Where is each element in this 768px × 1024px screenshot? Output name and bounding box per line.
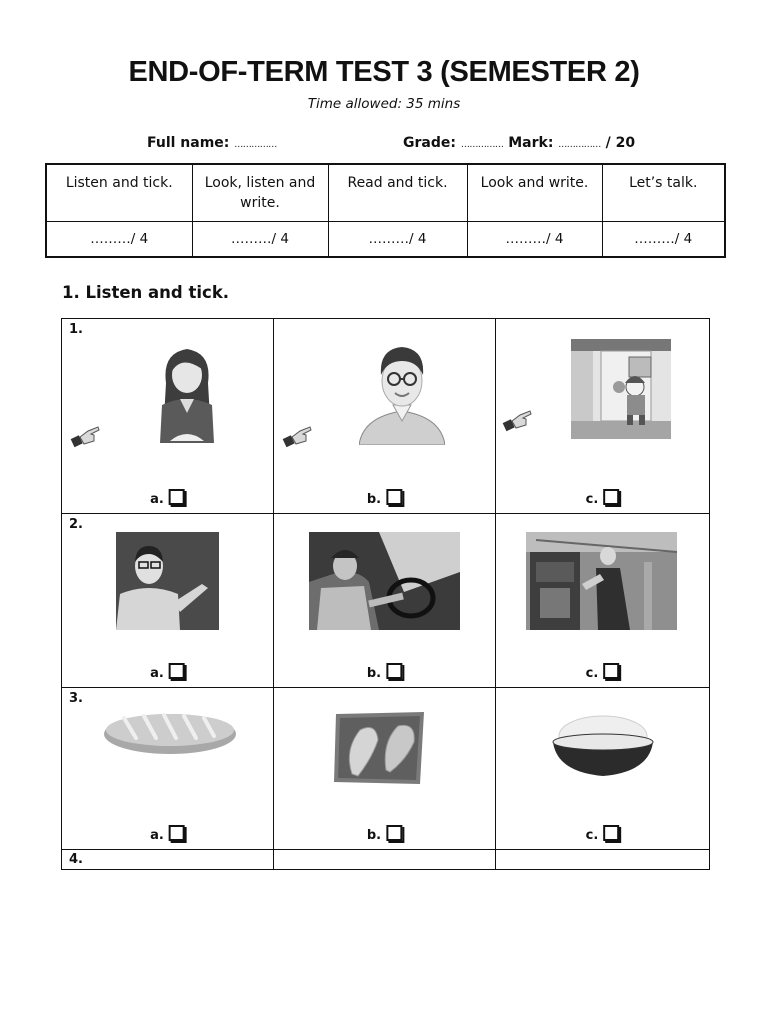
question-number: 2. (69, 517, 83, 532)
checkbox-icon[interactable] (603, 663, 619, 679)
teacher-photo (116, 532, 219, 630)
checkbox-icon[interactable] (603, 825, 619, 841)
pointing-hand-icon (502, 407, 534, 435)
bread-photo (102, 710, 238, 756)
option-a[interactable]: a. (150, 663, 185, 681)
checkbox-icon[interactable] (386, 825, 402, 841)
score-header: Listen and tick. (46, 164, 192, 222)
pointing-hand-icon (70, 423, 102, 451)
checkbox-icon[interactable] (603, 489, 619, 505)
full-name-label: Full name: (147, 135, 230, 151)
mark-dots: …………… (558, 140, 601, 150)
score-cell: ………/ 4 (46, 222, 192, 258)
answer-cell (62, 319, 274, 514)
answer-cell (62, 514, 274, 688)
answer-cell (496, 514, 710, 688)
pointing-hand-icon (282, 423, 314, 451)
option-c[interactable]: c. (586, 825, 620, 843)
full-name-dots: …………… (234, 140, 277, 150)
answer-cell (62, 688, 274, 850)
answer-cell (274, 514, 496, 688)
section-heading: 1. Listen and tick. (62, 283, 230, 302)
driver-photo (309, 532, 460, 630)
answer-cell (496, 319, 710, 514)
option-a[interactable]: a. (150, 489, 185, 507)
rice-bowl-photo (551, 710, 655, 780)
score-header: Look and write. (467, 164, 602, 222)
question-row (62, 319, 710, 514)
checkbox-icon[interactable] (169, 825, 185, 841)
answer-cell (62, 850, 274, 870)
answer-cell (274, 688, 496, 850)
checkbox-icon[interactable] (386, 489, 402, 505)
score-cell: ………/ 4 (467, 222, 602, 258)
mark-total: / 20 (605, 135, 636, 151)
answer-cell (274, 850, 496, 870)
option-b[interactable]: b. (367, 825, 402, 843)
score-table (45, 163, 726, 258)
grade-dots: …………… (460, 140, 504, 150)
score-header: Let’s talk. (602, 164, 725, 222)
option-a[interactable]: a. (150, 825, 185, 843)
mark-label: Mark: (508, 135, 554, 151)
full-name-field[interactable] (147, 135, 277, 151)
grade-mark-field[interactable] (403, 135, 635, 151)
question-row (62, 850, 710, 870)
question-number: 1. (69, 322, 83, 337)
question-row (62, 688, 710, 850)
checkbox-icon[interactable] (169, 663, 185, 679)
score-header: Look, listen and write. (192, 164, 328, 222)
score-cell: ………/ 4 (602, 222, 725, 258)
listen-tick-grid (61, 318, 710, 870)
answer-cell (496, 688, 710, 850)
checkbox-icon[interactable] (169, 489, 185, 505)
grade-label: Grade: (403, 135, 456, 151)
question-row (62, 514, 710, 688)
option-b[interactable]: b. (367, 489, 402, 507)
chicken-photo (332, 710, 428, 788)
factory-worker-photo (526, 532, 677, 630)
question-number: 3. (69, 691, 83, 706)
score-cell: ………/ 4 (192, 222, 328, 258)
option-c[interactable]: c. (586, 663, 620, 681)
grandfather-picture (359, 339, 445, 445)
option-c[interactable]: c. (586, 489, 620, 507)
page-title: END-OF-TERM TEST 3 (SEMESTER 2) (128, 56, 640, 88)
answer-cell (496, 850, 710, 870)
checkbox-icon[interactable] (386, 663, 402, 679)
score-header: Read and tick. (328, 164, 467, 222)
answer-cell (274, 319, 496, 514)
time-allowed: Time allowed: 35 mins (307, 96, 461, 112)
question-number: 4. (69, 852, 83, 867)
score-cell: ………/ 4 (328, 222, 467, 258)
girl-at-door-picture (571, 339, 671, 439)
option-b[interactable]: b. (367, 663, 402, 681)
woman-picture (152, 343, 222, 443)
